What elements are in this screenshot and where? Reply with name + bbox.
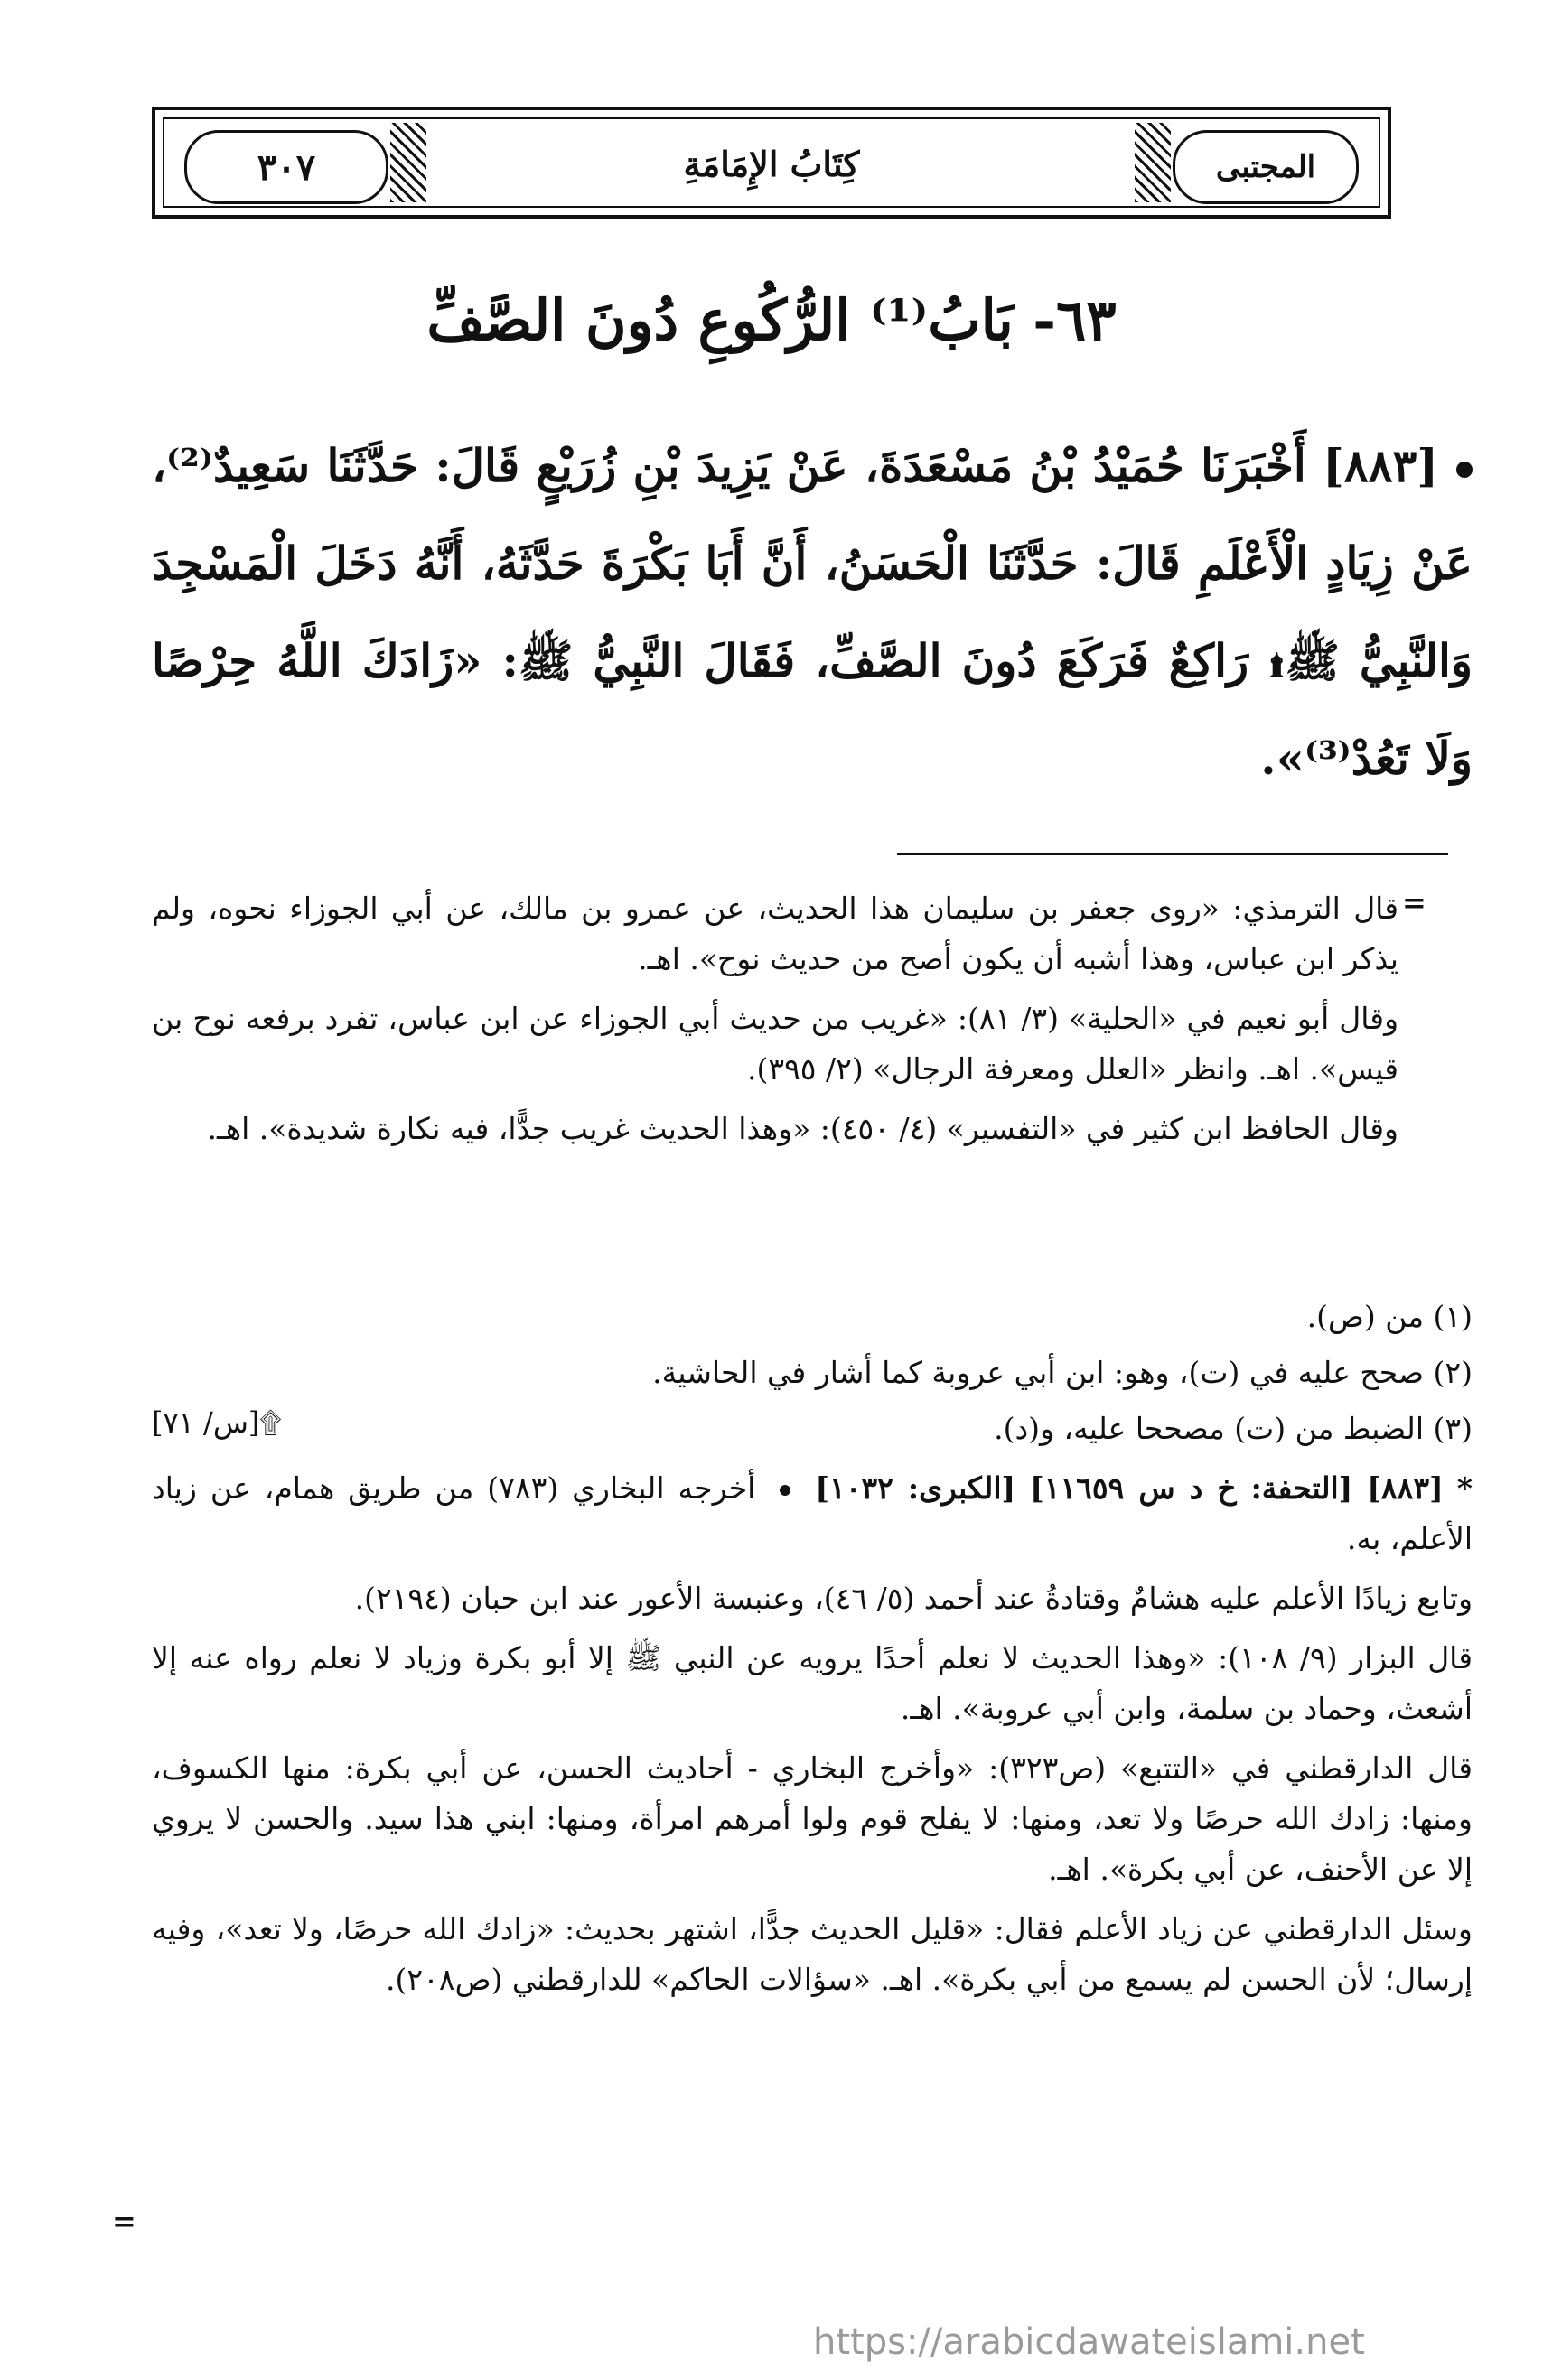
footnote-3: (٣) الضبط من (ت) مصححا عليه، و(د).	[994, 1411, 1473, 1446]
takhrij-first-line	[152, 1463, 1473, 1564]
book-title: كِتَابُ الإِمَامَةِ	[683, 143, 860, 184]
note-paragraph: وقال أبو نعيم في «الحلية» (٣/ ٨١): «غريب من حديث أبي الجوزاء عن ابن عباس، تفرد برفعه نوح بن قيس». اهـ. وانظر «العلل ومعرفة الرجال» (٢/ ٣٩٥).	[152, 1001, 1398, 1087]
folio-marker: ۩[س/ ٧١]	[152, 1405, 282, 1440]
footnote-divider	[897, 853, 1448, 855]
asterisk-icon: *	[1456, 1470, 1473, 1506]
takhrij-reference: [٨٨٣] [التحفة: خ د س ١١٦٥٩] [الكبرى: ١٠٣٢]	[815, 1470, 1444, 1506]
watermark-url: https://arabicdawateislami.net	[813, 2321, 1365, 2363]
ornament-left	[390, 123, 426, 202]
page-header	[152, 107, 1391, 219]
chapter-heading: ٦٣- بَابُ⁽¹⁾ الرُّكُوعِ دُونَ الصَّفِّ	[426, 287, 1117, 353]
hadith-text-block	[152, 417, 1473, 807]
book-emblem: المجتبى	[1173, 130, 1359, 204]
takhrij-paragraph: قال الدارقطني في «التتبع» (ص٣٢٣): «وأخرج البخاري - أحاديث الحسن، عن أبي بكرة: منها الكسوف، ومنها: زادك الله حرصًا ولا تعد، ومنها: لا يفلح قوم ولوا أمرهم امرأة، ومنها: ابني هذا سيد. والحسن لا يروي إلا عن الأحنف، عن أبي بكرة». اهـ.	[152, 1750, 1473, 1887]
continued-marker-bottom: =	[112, 2204, 136, 2238]
note-paragraph: وقال الحافظ ابن كثير في «التفسير» (٤/ ٤٥٠): «وهذا الحديث غريب جدًّا، فيه نكارة شديدة». اهـ.	[207, 1111, 1398, 1146]
bullet-icon	[1456, 462, 1473, 478]
takhrij-paragraph: وسئل الدارقطني عن زياد الأعلم فقال: «قليل الحديث جدًّا، اشتهر بحديث: «زادك الله حرصًا، ولا تعد»، وفيه إرسال؛ لأن الحسن لم يسمع من أبي بكرة». اهـ. «سؤالات الحاكم» للدارقطني (ص٢٠٨).	[152, 1911, 1473, 1997]
bullet-icon	[780, 1485, 790, 1496]
footnote-1: (١) من (ص).	[1306, 1299, 1473, 1334]
footnote-2: (٢) صحح عليه في (ت)، وهو: ابن أبي عروبة كما أشار في الحاشية.	[652, 1355, 1473, 1390]
takhrij-block	[152, 1463, 1473, 2014]
page-number: ٣٠٧	[184, 130, 388, 204]
header-frame	[163, 117, 1380, 208]
continued-notes	[152, 883, 1398, 1163]
takhrij-paragraph: وتابع زيادًا الأعلم عليه هشامٌ وقتادةُ عند أحمد (٥/ ٤٦)، وعنبسة الأعور عند ابن حبان (٢١٩٤).	[354, 1581, 1473, 1616]
takhrij-text: أخرجه البخاري (٧٨٣) من طريق همام، عن زياد الأعلم، به.	[152, 1470, 1473, 1556]
continued-marker: =	[1402, 885, 1426, 919]
ornament-right	[1135, 123, 1171, 202]
takhrij-paragraph: قال البزار (٩/ ١٠٨): «وهذا الحديث لا نعلم أحدًا يرويه عن النبي ﷺ إلا أبو بكرة وزياد لا نعلم رواه عنه إلا أشعث، وحماد بن سلمة، وابن أبي عروبة». اهـ.	[152, 1640, 1473, 1726]
note-paragraph: قال الترمذي: «روى جعفر بن سليمان هذا الحديث، عن عمرو بن مالك، عن أبي الجوزاء نحوه، ولم يذكر ابن عباس، وهذا أشبه أن يكون أصح من حديث نوح». اهـ.	[152, 891, 1398, 976]
hadith-text: [٨٨٣] أَخْبَرَنَا حُمَيْدُ بْنُ مَسْعَدَةَ، عَنْ يَزِيدَ بْنِ زُرَيْعٍ قَالَ: حَدَّثَنَا سَعِيدٌ⁽²⁾، عَنْ زِيَادٍ الْأَعْلَمِ قَالَ: حَدَّثَنَا الْحَسَنُ، أَنَّ أَبَا بَكْرَةَ حَدَّثَهُ، أَنَّهُ دَخَلَ الْمَسْجِدَ وَالنَّبِيُّ ﷺ۩ رَاكِعٌ فَرَكَعَ دُونَ الصَّفِّ، فَقَالَ النَّبِيُّ ﷺ: «زَادَكَ اللَّهُ حِرْصًا وَلَا تَعُدْ⁽³⁾».	[152, 439, 1473, 785]
